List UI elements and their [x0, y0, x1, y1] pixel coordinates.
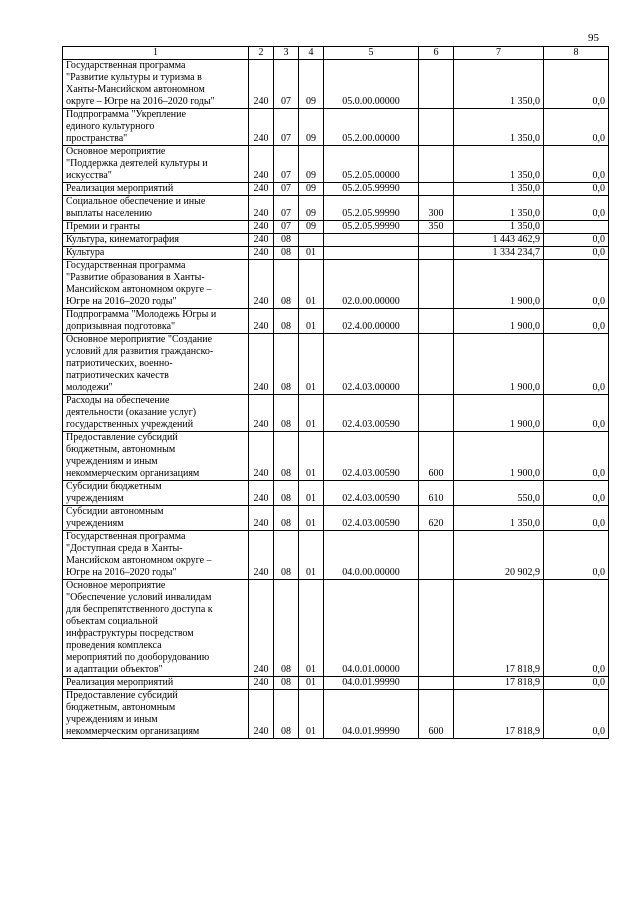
section-code-cell: 07	[274, 146, 299, 183]
amount-cell: 1 900,0	[454, 395, 544, 432]
expense-name-cell: Реализация мероприятий	[63, 677, 249, 690]
column-header: 7	[454, 47, 544, 60]
column-header: 3	[274, 47, 299, 60]
target-article-cell: 05.0.00.00000	[324, 60, 419, 109]
amount-cell: 1 350,0	[454, 506, 544, 531]
amount-cell: 1 900,0	[454, 260, 544, 309]
section-code-cell: 07	[274, 109, 299, 146]
amount-cell: 17 818,9	[454, 677, 544, 690]
section-code-cell: 08	[274, 395, 299, 432]
expense-type-cell: 300	[419, 196, 454, 221]
grbs-code-cell: 240	[249, 221, 274, 234]
amount-second-cell: 0,0	[544, 309, 609, 334]
amount-second-cell: 0,0	[544, 109, 609, 146]
expense-type-cell	[419, 677, 454, 690]
expense-name-cell: Основное мероприятие "Создание условий для развития гражданско- патриотических, военно- патриотических качеств молодежи"	[63, 334, 249, 395]
subsection-code-cell: 01	[299, 309, 324, 334]
target-article-cell: 02.4.03.00590	[324, 481, 419, 506]
target-article-cell: 05.2.00.00000	[324, 109, 419, 146]
section-code-cell: 08	[274, 677, 299, 690]
grbs-code-cell: 240	[249, 481, 274, 506]
expense-name-cell: Государственная программа "Доступная среда в Ханты- Мансийском автономном округе – Югре на 2016–2020 годы"	[63, 531, 249, 580]
section-code-cell: 08	[274, 260, 299, 309]
grbs-code-cell: 240	[249, 247, 274, 260]
amount-second-cell: 0,0	[544, 196, 609, 221]
target-article-cell: 05.2.05.99990	[324, 183, 419, 196]
target-article-cell: 04.0.01.00000	[324, 580, 419, 677]
section-code-cell: 08	[274, 432, 299, 481]
column-header: 5	[324, 47, 419, 60]
grbs-code-cell: 240	[249, 309, 274, 334]
amount-second-cell: 0,0	[544, 60, 609, 109]
amount-second-cell: 0,0	[544, 432, 609, 481]
subsection-code-cell: 01	[299, 580, 324, 677]
expense-type-cell: 350	[419, 221, 454, 234]
table-row	[63, 395, 609, 432]
section-code-cell: 07	[274, 196, 299, 221]
subsection-code-cell: 09	[299, 221, 324, 234]
grbs-code-cell: 240	[249, 432, 274, 481]
column-header: 6	[419, 47, 454, 60]
table-row	[63, 60, 609, 109]
expense-name-cell: Основное мероприятие "Поддержка деятелей культуры и искусства"	[63, 146, 249, 183]
amount-second-cell: 0,0	[544, 146, 609, 183]
expense-type-cell: 610	[419, 481, 454, 506]
target-article-cell	[324, 234, 419, 247]
section-code-cell: 08	[274, 481, 299, 506]
section-code-cell: 07	[274, 221, 299, 234]
table-row	[63, 146, 609, 183]
subsection-code-cell: 01	[299, 395, 324, 432]
grbs-code-cell: 240	[249, 690, 274, 739]
subsection-code-cell: 01	[299, 677, 324, 690]
target-article-cell: 04.0.01.99990	[324, 677, 419, 690]
subsection-code-cell: 09	[299, 60, 324, 109]
table-row	[63, 677, 609, 690]
amount-cell: 1 900,0	[454, 334, 544, 395]
amount-second-cell: 0,0	[544, 334, 609, 395]
amount-second-cell: 0,0	[544, 690, 609, 739]
expense-name-cell: Подпрограмма "Укрепление единого культурного пространства"	[63, 109, 249, 146]
amount-cell: 17 818,9	[454, 690, 544, 739]
expense-type-cell	[419, 260, 454, 309]
expense-type-cell: 600	[419, 432, 454, 481]
target-article-cell: 02.0.00.00000	[324, 260, 419, 309]
grbs-code-cell: 240	[249, 506, 274, 531]
section-code-cell: 08	[274, 234, 299, 247]
section-code-cell: 07	[274, 60, 299, 109]
table-row	[63, 481, 609, 506]
subsection-code-cell: 01	[299, 531, 324, 580]
subsection-code-cell: 09	[299, 183, 324, 196]
grbs-code-cell: 240	[249, 580, 274, 677]
amount-second-cell: 0,0	[544, 183, 609, 196]
grbs-code-cell: 240	[249, 677, 274, 690]
section-code-cell: 08	[274, 334, 299, 395]
expense-type-cell: 600	[419, 690, 454, 739]
subsection-code-cell: 01	[299, 481, 324, 506]
amount-cell: 1 350,0	[454, 183, 544, 196]
amount-cell: 1 350,0	[454, 146, 544, 183]
section-code-cell: 08	[274, 580, 299, 677]
grbs-code-cell: 240	[249, 395, 274, 432]
subsection-code-cell: 09	[299, 109, 324, 146]
expense-name-cell: Субсидии бюджетным учреждениям	[63, 481, 249, 506]
section-code-cell: 08	[274, 690, 299, 739]
amount-second-cell: 0,0	[544, 260, 609, 309]
target-article-cell	[324, 247, 419, 260]
table-row	[63, 334, 609, 395]
column-header: 1	[63, 47, 249, 60]
amount-second-cell: 0,0	[544, 481, 609, 506]
target-article-cell: 04.0.01.99990	[324, 690, 419, 739]
subsection-code-cell	[299, 234, 324, 247]
expense-type-cell	[419, 109, 454, 146]
section-code-cell: 07	[274, 183, 299, 196]
amount-second-cell: 0,0	[544, 506, 609, 531]
target-article-cell: 02.4.03.00590	[324, 432, 419, 481]
table-row	[63, 196, 609, 221]
target-article-cell: 02.4.03.00000	[324, 334, 419, 395]
amount-cell: 1 350,0	[454, 221, 544, 234]
amount-second-cell: 0,0	[544, 531, 609, 580]
expense-name-cell: Основное мероприятие "Обеспечение условий инвалидам для беспрепятственного доступа к объектам социальной инфраструктуры посредством проведения комплекса мероприятий по дооборудованию и адаптации объектов"	[63, 580, 249, 677]
table-row	[63, 506, 609, 531]
expense-name-cell: Государственная программа "Развитие образования в Ханты- Мансийском автономном округе – Югре на 2016–2020 годы"	[63, 260, 249, 309]
expense-name-cell: Подпрограмма "Молодежь Югры и допризывная подготовка"	[63, 309, 249, 334]
subsection-code-cell: 01	[299, 247, 324, 260]
target-article-cell: 05.2.05.99990	[324, 221, 419, 234]
amount-cell: 20 902,9	[454, 531, 544, 580]
budget-table	[62, 46, 609, 739]
subsection-code-cell: 01	[299, 506, 324, 531]
target-article-cell: 04.0.00.00000	[324, 531, 419, 580]
table-row	[63, 432, 609, 481]
expense-type-cell	[419, 309, 454, 334]
table-row	[63, 247, 609, 260]
expense-type-cell	[419, 234, 454, 247]
column-header: 2	[249, 47, 274, 60]
amount-second-cell: 0,0	[544, 234, 609, 247]
amount-cell: 1 900,0	[454, 432, 544, 481]
amount-second-cell: 0,0	[544, 395, 609, 432]
section-code-cell: 08	[274, 531, 299, 580]
grbs-code-cell: 240	[249, 183, 274, 196]
expense-type-cell	[419, 146, 454, 183]
amount-cell: 1 350,0	[454, 196, 544, 221]
table-row	[63, 531, 609, 580]
expense-type-cell	[419, 247, 454, 260]
amount-second-cell: 0,0	[544, 247, 609, 260]
amount-cell: 1 350,0	[454, 60, 544, 109]
target-article-cell: 02.4.03.00590	[324, 506, 419, 531]
target-article-cell: 05.2.05.00000	[324, 146, 419, 183]
expense-type-cell	[419, 580, 454, 677]
expense-name-cell: Премии и гранты	[63, 221, 249, 234]
expense-name-cell: Субсидии автономным учреждениям	[63, 506, 249, 531]
amount-cell: 550,0	[454, 481, 544, 506]
expense-name-cell: Государственная программа "Развитие культуры и туризма в Ханты-Мансийском автономном округе – Югре на 2016–2020 годы"	[63, 60, 249, 109]
table-row	[63, 234, 609, 247]
grbs-code-cell: 240	[249, 60, 274, 109]
section-code-cell: 08	[274, 309, 299, 334]
grbs-code-cell: 240	[249, 260, 274, 309]
page-number: 95	[588, 32, 599, 44]
amount-cell: 1 443 462,9	[454, 234, 544, 247]
grbs-code-cell: 240	[249, 334, 274, 395]
expense-type-cell	[419, 395, 454, 432]
table-row	[63, 109, 609, 146]
expense-name-cell: Расходы на обеспечение деятельности (оказание услуг) государственных учреждений	[63, 395, 249, 432]
subsection-code-cell: 01	[299, 432, 324, 481]
grbs-code-cell: 240	[249, 196, 274, 221]
expense-name-cell: Культура, кинематография	[63, 234, 249, 247]
column-header: 8	[544, 47, 609, 60]
expense-type-cell	[419, 531, 454, 580]
expense-name-cell: Реализация мероприятий	[63, 183, 249, 196]
table-row	[63, 690, 609, 739]
amount-cell: 1 900,0	[454, 309, 544, 334]
amount-cell: 1 350,0	[454, 109, 544, 146]
table-row	[63, 260, 609, 309]
subsection-code-cell: 01	[299, 690, 324, 739]
expense-name-cell: Предоставление субсидий бюджетным, автономным учреждениям и иным некоммерческим организациям	[63, 690, 249, 739]
amount-second-cell	[544, 221, 609, 234]
table-row	[63, 183, 609, 196]
section-code-cell: 08	[274, 247, 299, 260]
expense-name-cell: Предоставление субсидий бюджетным, автономным учреждениям и иным некоммерческим организациям	[63, 432, 249, 481]
table-row	[63, 309, 609, 334]
grbs-code-cell: 240	[249, 531, 274, 580]
section-code-cell: 08	[274, 506, 299, 531]
amount-cell: 17 818,9	[454, 580, 544, 677]
amount-cell: 1 334 234,7	[454, 247, 544, 260]
amount-second-cell: 0,0	[544, 580, 609, 677]
target-article-cell: 02.4.00.00000	[324, 309, 419, 334]
target-article-cell: 05.2.05.99990	[324, 196, 419, 221]
table-row	[63, 221, 609, 234]
grbs-code-cell: 240	[249, 146, 274, 183]
subsection-code-cell: 01	[299, 334, 324, 395]
amount-second-cell: 0,0	[544, 677, 609, 690]
expense-name-cell: Культура	[63, 247, 249, 260]
expense-type-cell	[419, 60, 454, 109]
expense-type-cell	[419, 183, 454, 196]
expense-type-cell	[419, 334, 454, 395]
subsection-code-cell: 01	[299, 260, 324, 309]
column-header: 4	[299, 47, 324, 60]
expense-type-cell: 620	[419, 506, 454, 531]
target-article-cell: 02.4.03.00590	[324, 395, 419, 432]
table-header-row	[63, 47, 609, 60]
subsection-code-cell: 09	[299, 146, 324, 183]
expense-name-cell: Социальное обеспечение и иные выплаты населению	[63, 196, 249, 221]
grbs-code-cell: 240	[249, 234, 274, 247]
table-row	[63, 580, 609, 677]
subsection-code-cell: 09	[299, 196, 324, 221]
grbs-code-cell: 240	[249, 109, 274, 146]
